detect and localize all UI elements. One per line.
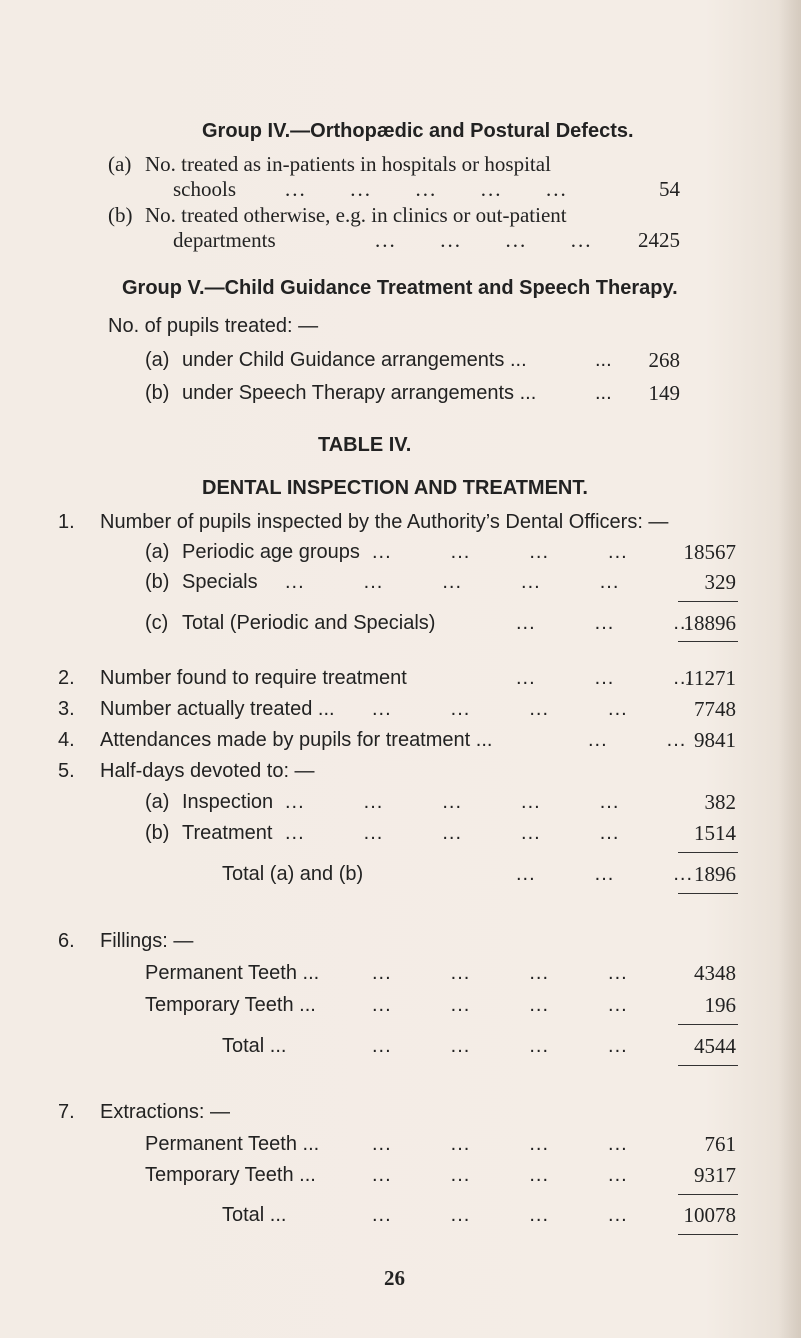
- leader-dots: ... ... ... ... ...: [285, 177, 568, 201]
- item4-number: 4.: [58, 729, 75, 751]
- item1-c-value: 18896: [683, 611, 736, 635]
- leader-dots: ... ... ... ...: [372, 1035, 628, 1057]
- item7-text: Extractions: —: [100, 1101, 231, 1123]
- sum-rule: [678, 1065, 738, 1066]
- sum-rule: [678, 852, 738, 853]
- item5-total-text: Total (a) and (b): [222, 863, 364, 885]
- leader-dots: ... ... ... ...: [372, 1204, 628, 1226]
- item7-total-value: 10078: [683, 1203, 736, 1227]
- item6-permanent-value: 4348: [694, 961, 736, 985]
- leader-dots: ... ... ...: [516, 612, 694, 634]
- table-title: TABLE IV.: [318, 434, 412, 456]
- group5-b-value: 149: [648, 381, 680, 405]
- sum-rule: [678, 641, 738, 642]
- group5-a-value: 268: [648, 348, 680, 372]
- item7-permanent-text: Permanent Teeth ...: [145, 1133, 320, 1155]
- item5-text: Half-days devoted to: —: [100, 760, 315, 782]
- item1-c-text: Total (Periodic and Specials): [182, 612, 436, 634]
- item1-text: Number of pupils inspected by the Authority’s Dental Officers: —: [100, 511, 669, 533]
- item5-b-value: 1514: [694, 821, 736, 845]
- leader-dots: ... ... ...: [516, 863, 694, 885]
- item4-text: Attendances made by pupils for treatment ...: [100, 729, 493, 751]
- item4-value: 9841: [694, 728, 736, 752]
- item1-b-value: 329: [704, 570, 736, 594]
- leader-dots: ... ... ... ...: [372, 1164, 628, 1186]
- item7-permanent-value: 761: [704, 1132, 736, 1156]
- item3-number: 3.: [58, 698, 75, 720]
- item5-b-text: Treatment: [182, 822, 273, 844]
- item7-temporary-value: 9317: [694, 1163, 736, 1187]
- item3-value: 7748: [694, 697, 736, 721]
- leader-dots: ... ... ... ... ...: [285, 822, 620, 844]
- group5-a-text: under Child Guidance arrangements ...: [182, 349, 527, 371]
- item1-b-label: (b): [145, 571, 170, 593]
- leader-dots: ...: [595, 382, 612, 404]
- group5-intro: No. of pupils treated: —: [108, 315, 319, 337]
- item5-number: 5.: [58, 760, 75, 782]
- item1-c-label: (c): [145, 612, 169, 634]
- item2-value: 11271: [684, 666, 736, 690]
- item1-b-text: Specials: [182, 571, 258, 593]
- group5-a-label: (a): [145, 349, 170, 371]
- item6-temporary-value: 196: [704, 993, 736, 1017]
- item6-number: 6.: [58, 930, 75, 952]
- group5-b-text: under Speech Therapy arrangements ...: [182, 382, 537, 404]
- leader-dots: ... ... ... ...: [375, 228, 593, 252]
- group4-a-text-line2: schools: [173, 177, 236, 201]
- sum-rule: [678, 601, 738, 602]
- item6-total-text: Total ...: [222, 1035, 287, 1057]
- item1-number: 1.: [58, 511, 75, 533]
- leader-dots: ...: [595, 349, 612, 371]
- item1-a-value: 18567: [683, 540, 736, 564]
- leader-dots: ... ... ... ...: [372, 994, 628, 1016]
- item7-total-text: Total ...: [222, 1204, 287, 1226]
- group4-a-value: 54: [659, 177, 680, 201]
- leader-dots: ... ... ... ... ...: [285, 791, 620, 813]
- leader-dots: ... ...: [588, 729, 687, 751]
- sum-rule: [678, 1194, 738, 1195]
- page-number: 26: [384, 1266, 405, 1290]
- page-edge-shadow: [779, 0, 801, 1338]
- group4-a-label: (a): [108, 152, 132, 176]
- item6-temporary-text: Temporary Teeth ...: [145, 994, 316, 1016]
- item2-text: Number found to require treatment: [100, 667, 407, 689]
- item5-a-value: 382: [704, 790, 736, 814]
- item5-a-text: Inspection: [182, 791, 274, 813]
- sum-rule: [678, 1024, 738, 1025]
- leader-dots: ... ... ... ... ...: [285, 571, 620, 593]
- item3-text: Number actually treated ...: [100, 698, 335, 720]
- item1-a-label: (a): [145, 541, 170, 563]
- item5-total-value: 1896: [694, 862, 736, 886]
- item6-permanent-text: Permanent Teeth ...: [145, 962, 320, 984]
- item5-b-label: (b): [145, 822, 170, 844]
- item7-number: 7.: [58, 1101, 75, 1123]
- group4-a-text-line1: No. treated as in-patients in hospitals or hospital: [145, 152, 551, 176]
- group4-b-text-line2: departments: [173, 228, 276, 252]
- leader-dots: ... ... ...: [516, 667, 694, 689]
- leader-dots: ... ... ... ...: [372, 962, 628, 984]
- item6-total-value: 4544: [694, 1034, 736, 1058]
- group5-heading: Group V.—Child Guidance Treatment and Speech Therapy.: [122, 277, 678, 299]
- group4-b-value: 2425: [638, 228, 680, 252]
- item7-temporary-text: Temporary Teeth ...: [145, 1164, 316, 1186]
- sum-rule: [678, 893, 738, 894]
- group5-b-label: (b): [145, 382, 170, 404]
- group4-b-label: (b): [108, 203, 133, 227]
- item1-a-text: Periodic age groups: [182, 541, 360, 563]
- group4-heading: Group IV.—Orthopædic and Postural Defects.: [202, 120, 634, 142]
- leader-dots: ... ... ... ...: [372, 698, 628, 720]
- group4-b-text-line1: No. treated otherwise, e.g. in clinics or out-patient: [145, 203, 567, 227]
- table-subtitle: DENTAL INSPECTION AND TREATMENT.: [202, 477, 588, 499]
- item6-text: Fillings: —: [100, 930, 194, 952]
- item2-number: 2.: [58, 667, 75, 689]
- item5-a-label: (a): [145, 791, 170, 813]
- leader-dots: ... ... ... ...: [372, 541, 628, 563]
- leader-dots: ... ... ... ...: [372, 1133, 628, 1155]
- sum-rule: [678, 1234, 738, 1235]
